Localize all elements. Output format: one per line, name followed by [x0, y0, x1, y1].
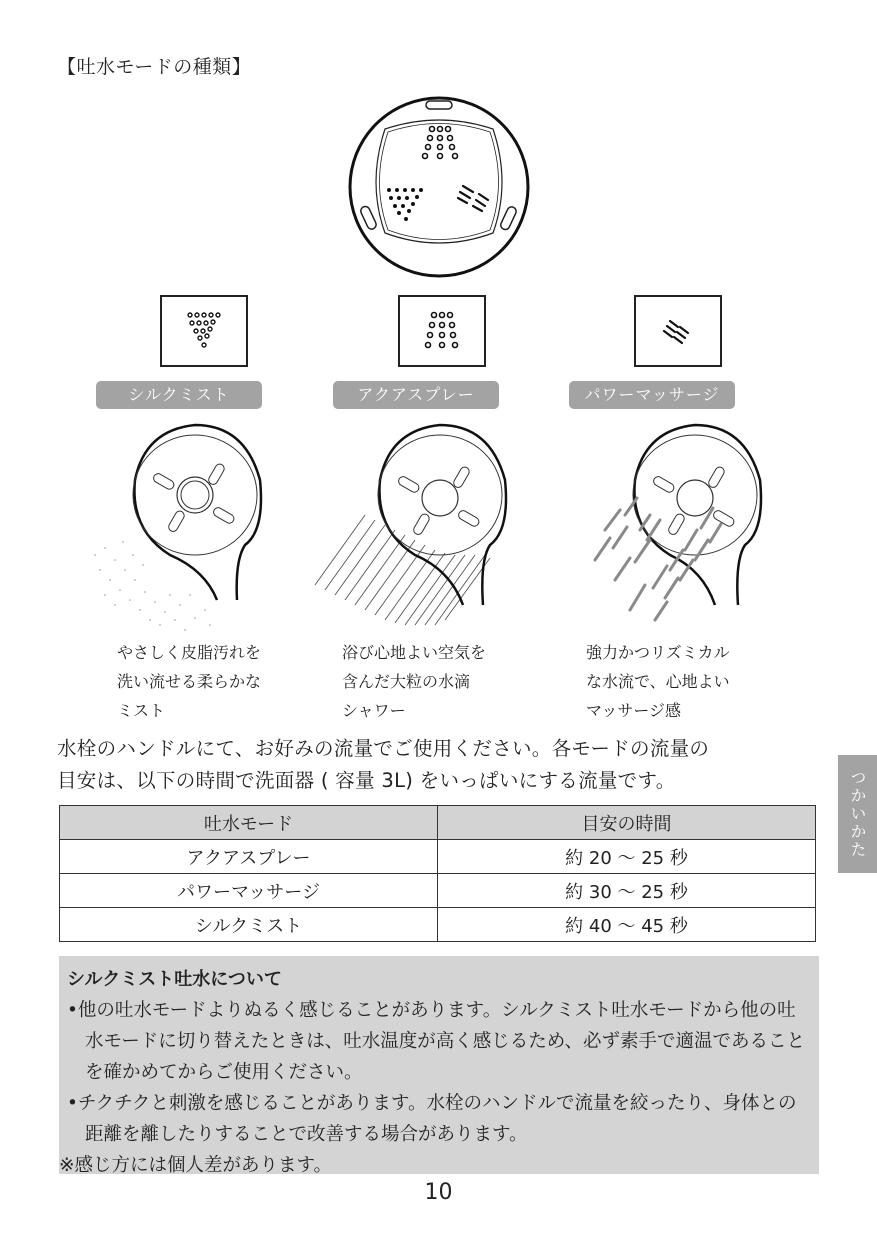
description-line: 浴び心地よい空気を: [342, 643, 487, 662]
silk-mist-nozzle-pattern-icon: [160, 295, 248, 367]
description-line: な水流で、心地よい: [586, 672, 730, 691]
page-number: 10: [424, 1180, 453, 1205]
note-bullet: •他の吐水モードよりぬるく感じることがあります。シルクミスト吐水モードから他の吐水モードに切り替えたときは、吐水温度が高く感じるため、必ず素手で適温であることを確かめてからご使用ください。: [67, 1000, 806, 1083]
cell-time: 約 40 ～ 45 秒: [438, 908, 816, 942]
cell-time: 約 30 ～ 25 秒: [438, 874, 816, 908]
description-line: 強力かつリズミカル: [586, 643, 730, 662]
mode-description-silk-mist: [117, 638, 317, 725]
mode-label-power-massage: パワーマッサージ: [569, 381, 735, 409]
section-side-tab: つかいかた: [838, 755, 877, 873]
shower-head-mist-spray-icon: [85, 420, 285, 639]
flow-rate-table: [59, 805, 816, 942]
flow-intro-paragraph: [57, 733, 847, 797]
intro-line: 水栓のハンドルにて、お好みの流量でご使用ください。各モードの流量の: [57, 737, 710, 760]
aqua-spray-nozzle-pattern-icon: [398, 295, 486, 367]
shower-head-aqua-spray-icon: [305, 420, 545, 634]
note-title: シルクミスト吐水について: [67, 969, 282, 990]
power-massage-nozzle-pattern-icon: [634, 295, 722, 367]
column-header-time: 目安の時間: [438, 806, 816, 840]
intro-line: 目安は、以下の時間で洗面器 ( 容量 3L) をいっぱいにする流量です。: [57, 769, 676, 792]
mode-label-aqua-spray: アクアスプレー: [333, 381, 499, 409]
table-row: [60, 840, 816, 874]
shower-head-massage-spray-icon: [575, 420, 795, 634]
description-line: シャワー: [342, 701, 406, 720]
column-header-mode: 吐水モード: [60, 806, 438, 840]
note-remark: ※感じ方には個人差があります。: [59, 1155, 333, 1176]
cell-mode: パワーマッサージ: [60, 874, 438, 908]
mode-label-silk-mist: シルクミスト: [96, 381, 262, 409]
table-row: [60, 908, 816, 942]
note-bullet: •チクチクと刺激を感じることがあります。水栓のハンドルで流量を絞ったり、身体との距離を離したりすることで改善する場合があります。: [67, 1093, 797, 1145]
description-line: 洗い流せる柔らかな: [117, 672, 262, 691]
description-line: ミスト: [117, 701, 166, 720]
cell-mode: アクアスプレー: [60, 840, 438, 874]
description-line: やさしく皮脂汚れを: [117, 643, 262, 662]
cell-time: 約 20 ～ 25 秒: [438, 840, 816, 874]
description-line: マッサージ感: [586, 701, 682, 720]
mode-description-aqua-spray: [342, 638, 542, 725]
section-title: 【吐水モードの種類】: [57, 56, 252, 78]
mode-description-power-massage: [586, 638, 786, 725]
table-header-row: [60, 806, 816, 840]
table-row: [60, 874, 816, 908]
cell-mode: シルクミスト: [60, 908, 438, 942]
description-line: 含んだ大粒の水滴: [342, 672, 471, 691]
shower-faceplate-mode-selector-icon: [345, 93, 533, 285]
silk-mist-note-box: [59, 956, 819, 1174]
